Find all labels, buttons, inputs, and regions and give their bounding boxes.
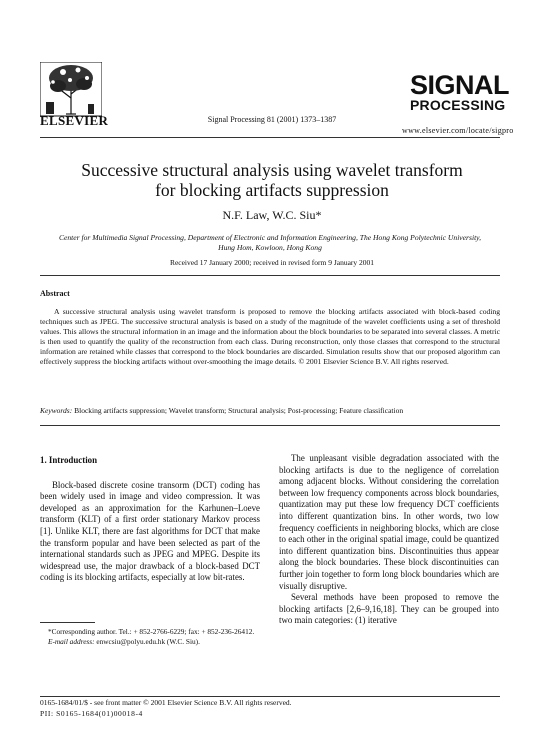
journal-reference: Signal Processing 81 (2001) 1373–1387 [207,115,337,124]
affiliation [40,233,500,253]
email-note [40,637,260,647]
title-line-2: for blocking artifacts suppression [155,180,389,200]
journal-logo-line1: SIGNAL [410,70,510,100]
abstract-bottom-rule [40,425,500,426]
footer-rule [40,696,500,697]
corresponding-author-note: *Corresponding author. Tel.: + 852-2766-6229; fax: + 852-236-26412. [48,627,255,636]
pii-line: PII: S0165-1684(01)00018-4 [40,709,143,718]
affiliation-line-1: Center for Multimedia Signal Processing, Department of Electronic and Information Engineering, The Hong Kong Polytechnic University, [58,233,482,242]
publisher-name: ELSEVIER [40,113,109,128]
paper-title [0,160,544,200]
received-dates: Received 17 January 2000; received in revised form 9 January 2001 [169,258,375,267]
issn-line: 0165-1684/01/$ - see front matter © 2001 Elsevier Science B.V. All rights reserved. [40,698,292,707]
abstract-text: A successive structural analysis using wavelet transform is proposed to remove the blocking artifacts associated with block-based coding techniques such as JPEG. The successive structural analysis is based on a study of the magnitude of the wavelet coefficients using a set of threshold values. This allows the structural information in an image and the information about the block boundaries to be separated into several classes. A metric is then used to quantify the quality of the reconstruction from each class. During reconstruction, only those classes that correspond to the structural information are retained while classes that correspond to the block boundaries are discarded. Simulation results show that our proposed algorithm can effectively suppress the blocking artifacts without over-smoothing the image details. © 2001 Elsevier Science B.V. All rights reserved. [40,307,500,367]
right-column [279,453,499,627]
footnote [40,627,260,646]
body-paragraph: The unpleasant visible degradation associated with the blocking artifacts is due to the negligence of correlation among adjacent blocks. Without considering the correlation between low frequency components across block boundaries, quantization may put these low frequency DCT coefficients into different quantization bins. In other words, two low frequency coefficients in neighboring blocks, which are close to each other in the original spatial image, could be quantized into different quantization bins. Discontinuities thus appear along the block boundaries. These block discontinuities can further join together to form long block boundaries which are visually disruptive. [279,453,499,591]
keywords-label: Keywords: [40,406,73,415]
abstract-top-rule [40,275,500,276]
journal-url[interactable]: www.elsevier.com/locate/sigpro [402,126,514,135]
section-heading: 1. Introduction [40,455,98,465]
footnote-rule [40,622,95,623]
affiliation-line-2: Hung Hom, Kowloon, Hong Kong [218,243,322,252]
email-address[interactable]: enwcsiu@polyu.edu.hk (W.C. Siu). [96,636,200,646]
keywords-list: Blocking artifacts suppression; Wavelet transform; Structural analysis; Post-processing; Feature classification [74,406,404,415]
title-line-1: Successive structural analysis using wavelet transform [81,160,463,180]
email-label: E-mail address: [48,636,95,646]
journal-logo-line2: PROCESSING [410,97,506,113]
header-rule [40,137,500,138]
abstract-heading: Abstract [40,289,70,298]
authors: N.F. Law, W.C. Siu* [222,208,322,222]
body-paragraph: Several methods have been proposed to remove the blocking artifacts [2,6–9,16,18]. They can be grouped into two main categories: (1) iterative [279,592,499,626]
keywords [40,406,500,415]
left-column [40,455,260,584]
body-paragraph: Block-based discrete cosine transorm (DCT) coding has been widely used in image and video compression. It was developed as an approximation for the Karhunen–Loeve transform (KLT) of a first order stationary Markov process [1]. Unlike KLT, there are fast algorithms for DCT that make the transform popular and have been selected as part of the international standards such as JPEG and MPEG. Despite its widespread use, the major drawback of a block-based DCT coding is its blocking artifacts, especially at low bit-rates. [40,479,260,583]
